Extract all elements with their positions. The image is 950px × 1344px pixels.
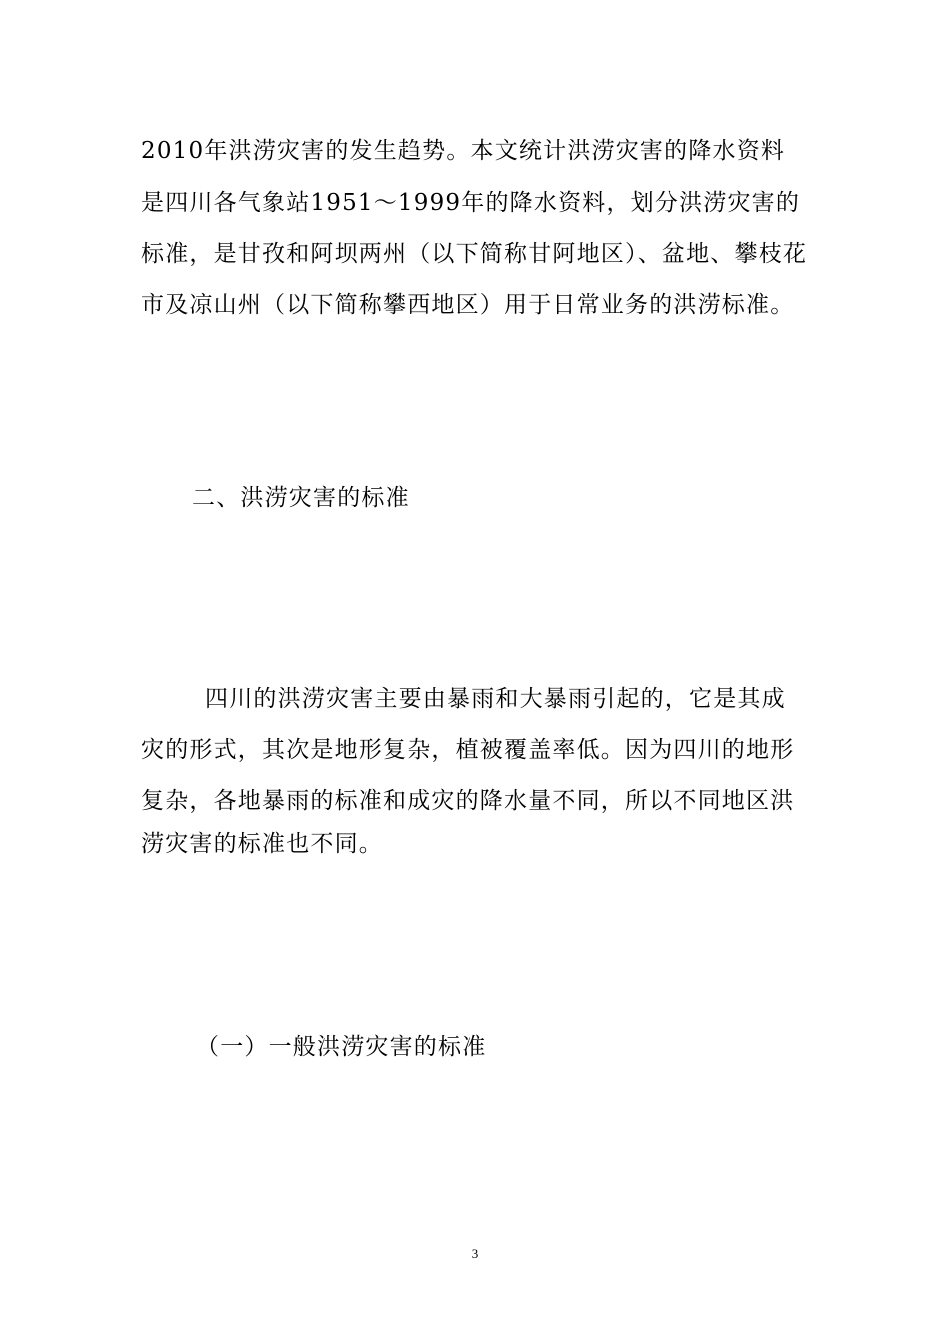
paragraph-2-line-4: 涝灾害的标准也不同。	[141, 831, 383, 857]
paragraph-1-line-3: 标准，是甘孜和阿坝两州（以下简称甘阿地区）、盆地、攀枝花	[141, 241, 808, 267]
section-heading: 二、洪涝灾害的标准	[192, 485, 410, 511]
paragraph-1-line-1: 2010年洪涝灾害的发生趋势。本文统计洪涝灾害的降水资料	[141, 138, 786, 164]
paragraph-2-line-1: 四川的洪涝灾害主要由暴雨和大暴雨引起的，它是其成	[205, 686, 786, 712]
subsection-heading: （一）一般洪涝灾害的标准	[196, 1034, 487, 1060]
paragraph-1-line-4: 市及凉山州（以下简称攀西地区）用于日常业务的洪涝标准。	[141, 292, 795, 318]
page-number: 3	[471, 1246, 479, 1261]
paragraph-2-line-3: 复杂，各地暴雨的标准和成灾的降水量不同，所以不同地区洪	[141, 788, 795, 814]
paragraph-2-line-2: 灾的形式，其次是地形复杂，植被覆盖率低。因为四川的地形	[141, 737, 795, 763]
paragraph-1-line-2: 是四川各气象站1951～1999年的降水资料，划分洪涝灾害的	[141, 190, 801, 216]
